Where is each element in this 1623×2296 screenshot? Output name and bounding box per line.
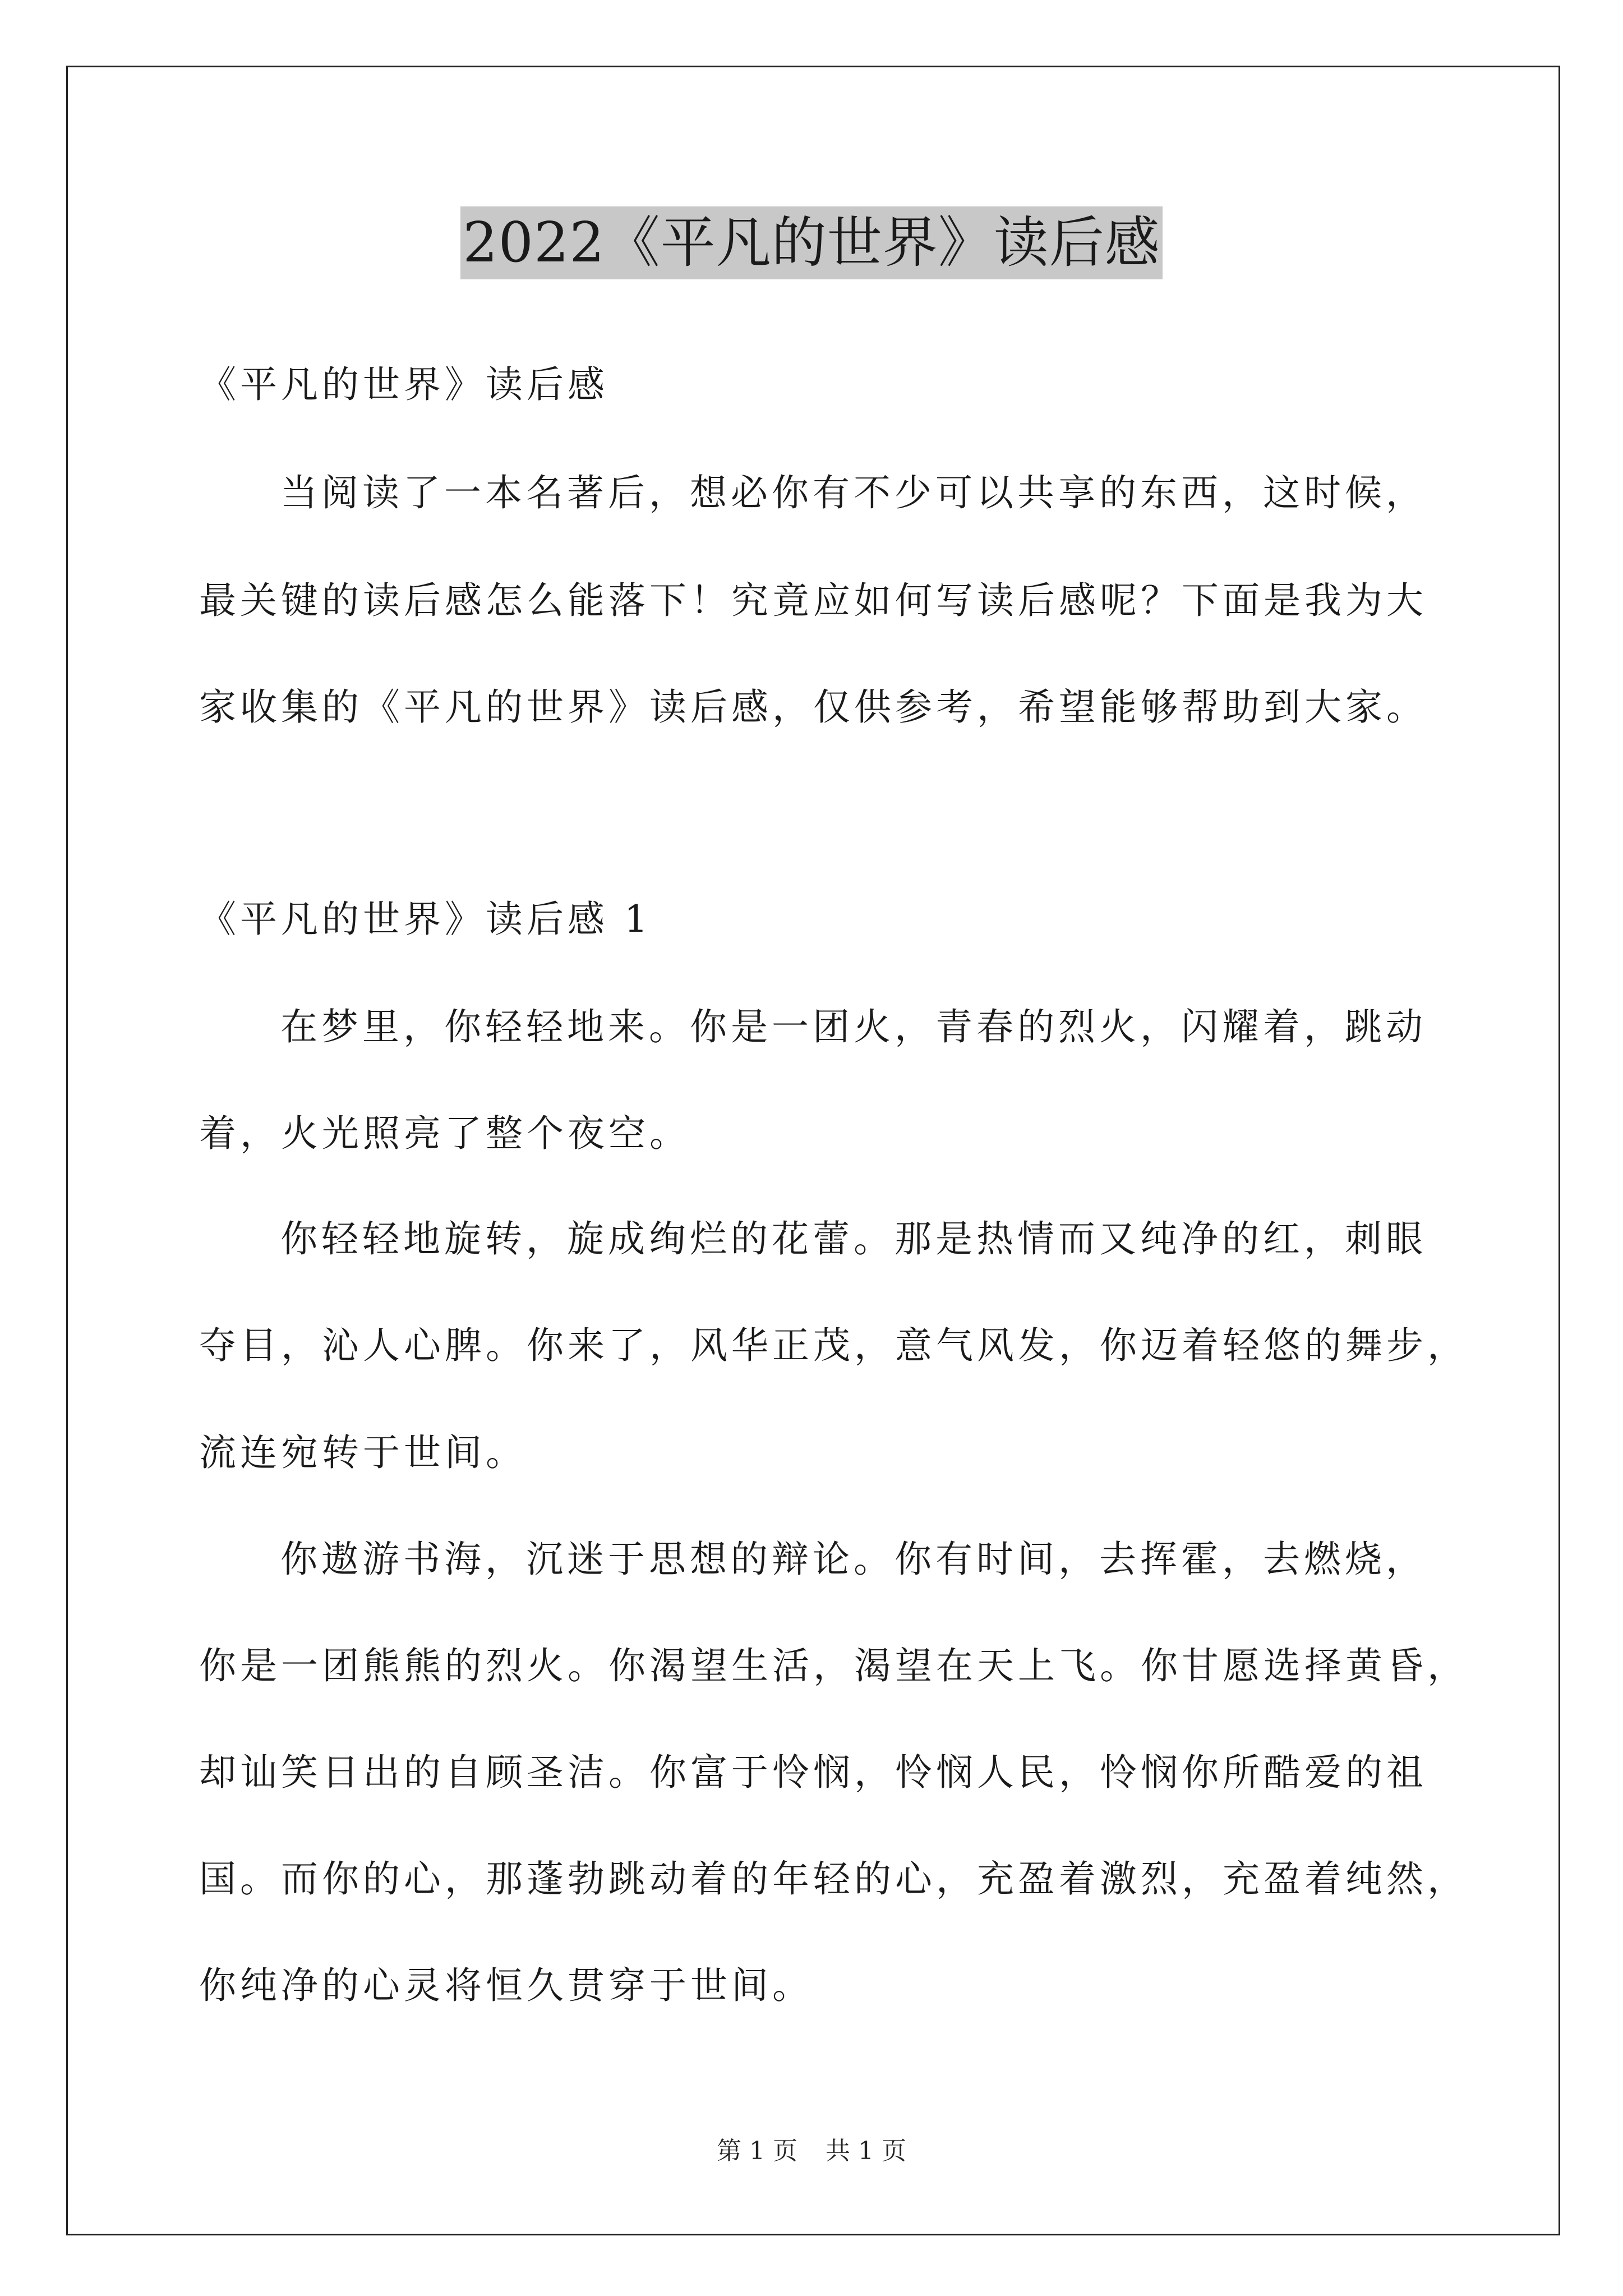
paragraph-line: 你遨游书海，沉迷于思想的辩论。你有时间，去挥霍，去燃烧，: [280, 1538, 1427, 1581]
document-subtitle: 《平凡的世界》读后感: [199, 363, 608, 406]
page-total: 共 1 页: [826, 2137, 906, 2165]
intro-line: 当阅读了一本名著后，想必你有不少可以共享的东西，这时候，: [280, 471, 1427, 514]
paragraph-line: 却讪笑日出的自顾圣洁。你富于怜悯，怜悯人民，怜悯你所酷爱的祖: [199, 1751, 1427, 1794]
intro-line: 家收集的《平凡的世界》读后感，仅供参考，希望能够帮助到大家。: [199, 685, 1427, 729]
section-heading: 《平凡的世界》读后感 1: [199, 898, 652, 941]
page-number: 第 1 页: [717, 2137, 797, 2165]
document-title: 2022《平凡的世界》读后感: [460, 206, 1162, 279]
paragraph-line: 国。而你的心，那蓬勃跳动着的年轻的心，充盈着激烈，充盈着纯然，: [199, 1857, 1468, 1901]
paragraph-line: 你纯净的心灵将恒久贯穿于世间。: [199, 1964, 813, 2007]
paragraph-line: 夺目，沁人心脾。你来了，风华正茂，意气风发，你迈着轻悠的舞步，: [199, 1324, 1468, 1367]
paragraph-line: 流连宛转于世间。: [199, 1431, 527, 1474]
paragraph-line: 着，火光照亮了整个夜空。: [199, 1112, 690, 1155]
paragraph-line: 在梦里，你轻轻地来。你是一团火，青春的烈火，闪耀着，跳动: [280, 1005, 1427, 1048]
paragraph-line: 你轻轻地旋转，旋成绚烂的花蕾。那是热情而又纯净的红，刺眼: [280, 1217, 1427, 1260]
page-footer: [0, 2131, 1623, 2166]
paragraph-line: 你是一团熊熊的烈火。你渴望生活，渴望在天上飞。你甘愿选择黄昏，: [199, 1644, 1468, 1687]
intro-line: 最关键的读后感怎么能落下！究竟应如何写读后感呢？下面是我为大: [199, 579, 1427, 622]
title-container: [0, 206, 1623, 279]
